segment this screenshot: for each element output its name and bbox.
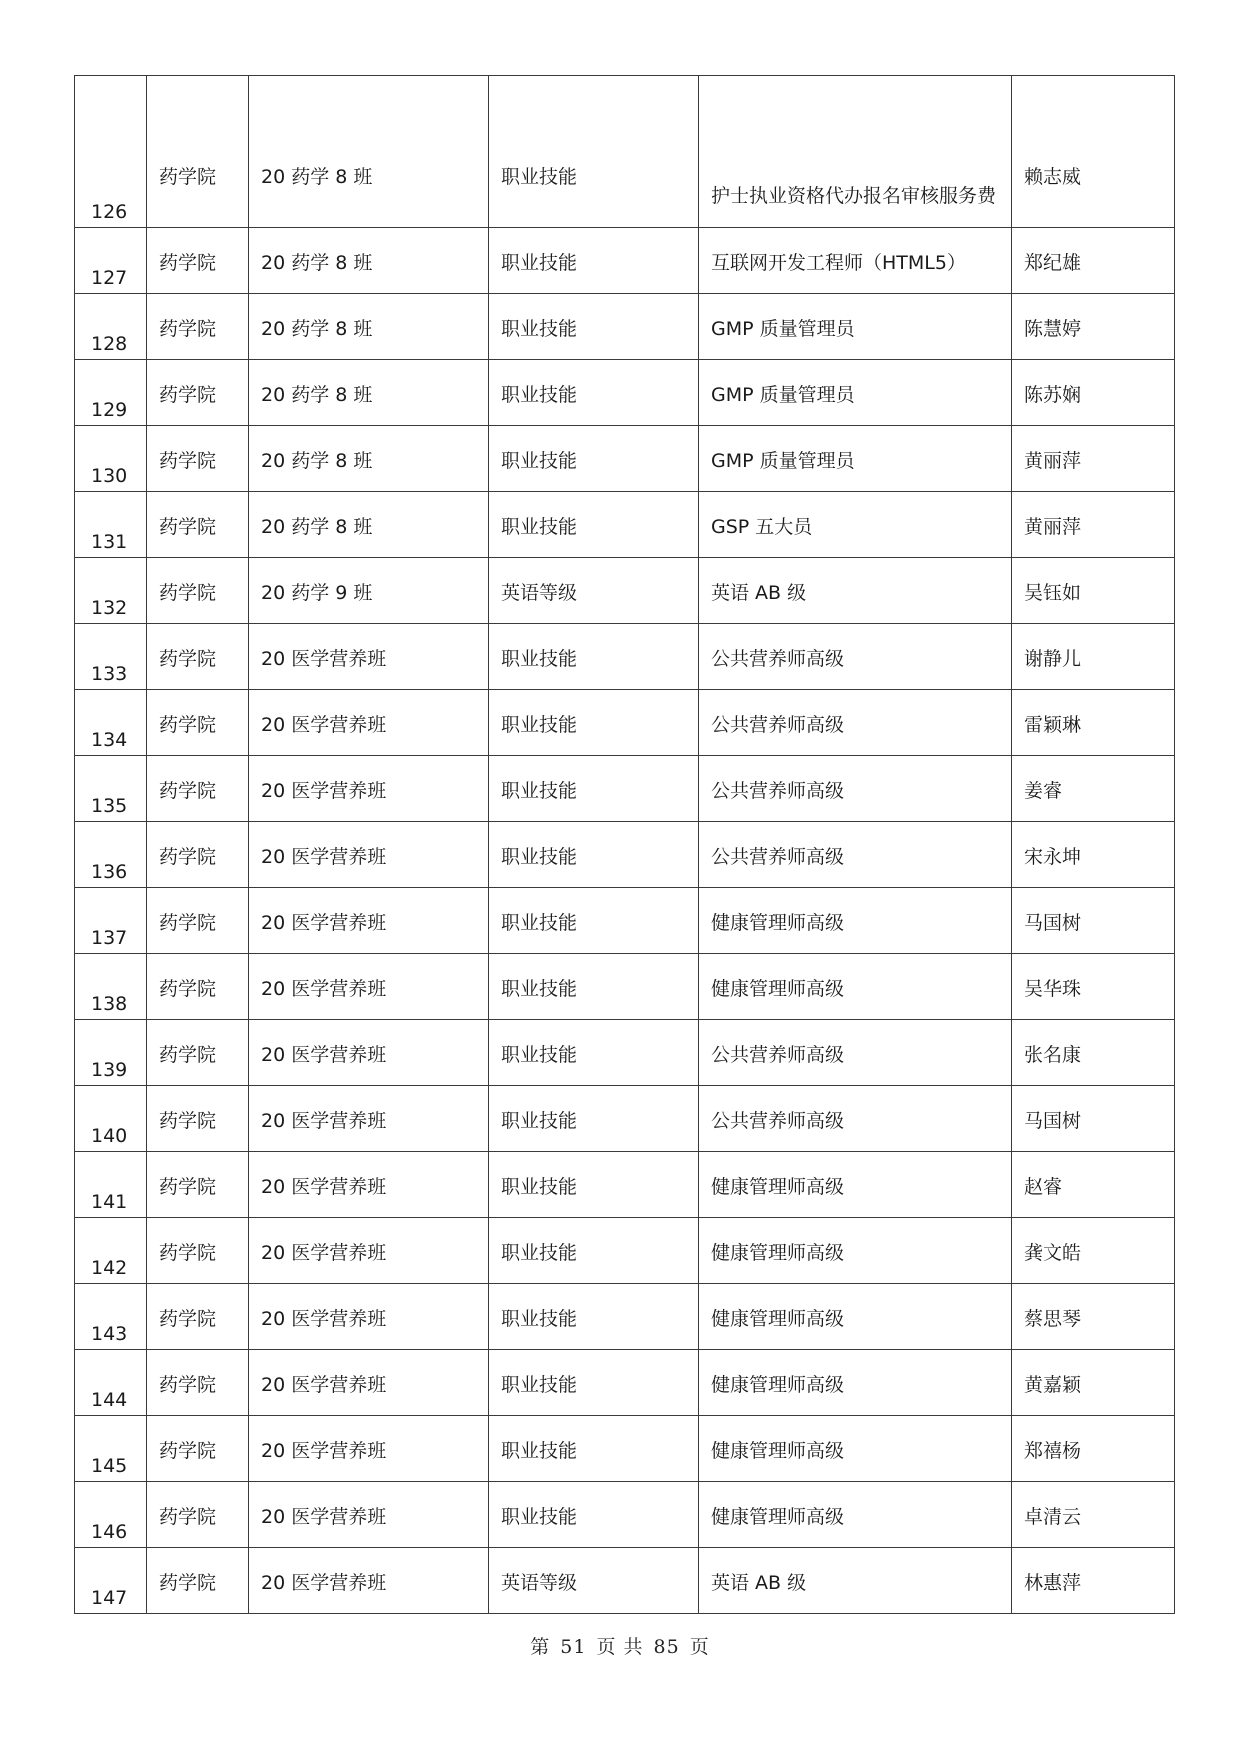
class-cell: 20 医学营养班 (249, 954, 489, 1020)
certificate-cell: 公共营养师高级 (699, 624, 1012, 690)
category-cell: 职业技能 (489, 1284, 699, 1350)
college-cell: 药学院 (147, 1152, 249, 1218)
class-cell: 20 药学 8 班 (249, 228, 489, 294)
footer-middle: 页 共 (596, 1636, 644, 1658)
college-cell: 药学院 (147, 294, 249, 360)
table-row (75, 1086, 1175, 1152)
category-cell: 英语等级 (489, 558, 699, 624)
class-cell: 20 医学营养班 (249, 888, 489, 954)
certificate-cell: GMP 质量管理员 (699, 294, 1012, 360)
row-number-cell: 133 (75, 624, 147, 690)
row-number-cell: 145 (75, 1416, 147, 1482)
table-row (75, 1416, 1175, 1482)
class-cell: 20 药学 8 班 (249, 294, 489, 360)
row-number-cell: 129 (75, 360, 147, 426)
category-cell: 职业技能 (489, 492, 699, 558)
class-cell: 20 医学营养班 (249, 756, 489, 822)
row-number-cell: 132 (75, 558, 147, 624)
college-cell: 药学院 (147, 426, 249, 492)
certificate-cell: 公共营养师高级 (699, 690, 1012, 756)
student-name-cell: 雷颖琳 (1012, 690, 1175, 756)
row-number-cell: 135 (75, 756, 147, 822)
certificate-cell: 公共营养师高级 (699, 1020, 1012, 1086)
table-row (75, 756, 1175, 822)
class-cell: 20 医学营养班 (249, 690, 489, 756)
student-name-cell: 黄丽萍 (1012, 426, 1175, 492)
row-number-cell: 147 (75, 1548, 147, 1614)
student-name-cell: 黄嘉颖 (1012, 1350, 1175, 1416)
category-cell: 职业技能 (489, 822, 699, 888)
row-number-cell: 128 (75, 294, 147, 360)
category-cell: 职业技能 (489, 888, 699, 954)
certificate-cell: GMP 质量管理员 (699, 360, 1012, 426)
row-number-cell: 143 (75, 1284, 147, 1350)
certificate-cell: GMP 质量管理员 (699, 426, 1012, 492)
certificate-cell: 健康管理师高级 (699, 1284, 1012, 1350)
row-number-cell: 142 (75, 1218, 147, 1284)
table-row (75, 492, 1175, 558)
certificate-roster-table (74, 75, 1175, 1614)
class-cell: 20 药学 9 班 (249, 558, 489, 624)
table-row (75, 954, 1175, 1020)
student-name-cell: 黄丽萍 (1012, 492, 1175, 558)
college-cell: 药学院 (147, 360, 249, 426)
student-name-cell: 郑禧杨 (1012, 1416, 1175, 1482)
row-number-cell: 138 (75, 954, 147, 1020)
college-cell: 药学院 (147, 558, 249, 624)
row-number-cell: 137 (75, 888, 147, 954)
certificate-cell: 健康管理师高级 (699, 888, 1012, 954)
certificate-cell: 健康管理师高级 (699, 1350, 1012, 1416)
table-row (75, 1218, 1175, 1284)
certificate-cell: 健康管理师高级 (699, 1482, 1012, 1548)
row-number-cell: 139 (75, 1020, 147, 1086)
certificate-cell: 公共营养师高级 (699, 1086, 1012, 1152)
certificate-cell: 公共营养师高级 (699, 822, 1012, 888)
college-cell: 药学院 (147, 1218, 249, 1284)
table-row (75, 690, 1175, 756)
student-name-cell: 姜睿 (1012, 756, 1175, 822)
category-cell: 职业技能 (489, 76, 699, 228)
certificate-cell: 护士执业资格代办报名审核服务费 (699, 76, 1012, 228)
category-cell: 职业技能 (489, 954, 699, 1020)
student-name-cell: 吴钰如 (1012, 558, 1175, 624)
student-name-cell: 谢静儿 (1012, 624, 1175, 690)
student-name-cell: 蔡思琴 (1012, 1284, 1175, 1350)
certificate-cell: GSP 五大员 (699, 492, 1012, 558)
category-cell: 职业技能 (489, 1482, 699, 1548)
roster-table-body (75, 76, 1175, 1614)
table-row (75, 888, 1175, 954)
college-cell: 药学院 (147, 1086, 249, 1152)
college-cell: 药学院 (147, 492, 249, 558)
footer-prefix: 第 (530, 1636, 551, 1658)
college-cell: 药学院 (147, 1416, 249, 1482)
row-number-cell: 144 (75, 1350, 147, 1416)
student-name-cell: 林惠萍 (1012, 1548, 1175, 1614)
certificate-cell: 英语 AB 级 (699, 1548, 1012, 1614)
category-cell: 职业技能 (489, 1086, 699, 1152)
class-cell: 20 医学营养班 (249, 1350, 489, 1416)
student-name-cell: 陈苏娴 (1012, 360, 1175, 426)
class-cell: 20 医学营养班 (249, 1416, 489, 1482)
category-cell: 职业技能 (489, 1152, 699, 1218)
table-row (75, 1548, 1175, 1614)
table-row (75, 228, 1175, 294)
class-cell: 20 医学营养班 (249, 1284, 489, 1350)
student-name-cell: 陈慧婷 (1012, 294, 1175, 360)
row-number-cell: 126 (75, 76, 147, 228)
row-number-cell: 136 (75, 822, 147, 888)
table-row (75, 426, 1175, 492)
class-cell: 20 药学 8 班 (249, 492, 489, 558)
table-row (75, 294, 1175, 360)
student-name-cell: 吴华珠 (1012, 954, 1175, 1020)
certificate-cell: 健康管理师高级 (699, 1416, 1012, 1482)
college-cell: 药学院 (147, 1284, 249, 1350)
category-cell: 职业技能 (489, 756, 699, 822)
category-cell: 职业技能 (489, 1350, 699, 1416)
footer-current-page: 51 (560, 1636, 587, 1658)
category-cell: 职业技能 (489, 624, 699, 690)
class-cell: 20 药学 8 班 (249, 426, 489, 492)
college-cell: 药学院 (147, 1482, 249, 1548)
category-cell: 职业技能 (489, 1218, 699, 1284)
category-cell: 职业技能 (489, 228, 699, 294)
college-cell: 药学院 (147, 690, 249, 756)
certificate-cell: 健康管理师高级 (699, 1152, 1012, 1218)
student-name-cell: 宋永坤 (1012, 822, 1175, 888)
row-number-cell: 146 (75, 1482, 147, 1548)
table-row (75, 1152, 1175, 1218)
category-cell: 职业技能 (489, 1416, 699, 1482)
class-cell: 20 医学营养班 (249, 1086, 489, 1152)
row-number-cell: 131 (75, 492, 147, 558)
page-footer (0, 1632, 1240, 1659)
college-cell: 药学院 (147, 954, 249, 1020)
student-name-cell: 龚文皓 (1012, 1218, 1175, 1284)
category-cell: 职业技能 (489, 294, 699, 360)
row-number-cell: 134 (75, 690, 147, 756)
table-row (75, 1350, 1175, 1416)
certificate-cell: 健康管理师高级 (699, 954, 1012, 1020)
category-cell: 英语等级 (489, 1548, 699, 1614)
table-row (75, 1482, 1175, 1548)
row-number-cell: 127 (75, 228, 147, 294)
table-row (75, 76, 1175, 228)
college-cell: 药学院 (147, 888, 249, 954)
class-cell: 20 药学 8 班 (249, 360, 489, 426)
table-row (75, 822, 1175, 888)
category-cell: 职业技能 (489, 1020, 699, 1086)
college-cell: 药学院 (147, 1548, 249, 1614)
student-name-cell: 张名康 (1012, 1020, 1175, 1086)
certificate-cell: 公共营养师高级 (699, 756, 1012, 822)
category-cell: 职业技能 (489, 426, 699, 492)
college-cell: 药学院 (147, 228, 249, 294)
student-name-cell: 卓清云 (1012, 1482, 1175, 1548)
college-cell: 药学院 (147, 756, 249, 822)
class-cell: 20 医学营养班 (249, 1482, 489, 1548)
student-name-cell: 马国树 (1012, 1086, 1175, 1152)
table-row (75, 624, 1175, 690)
certificate-cell: 英语 AB 级 (699, 558, 1012, 624)
row-number-cell: 141 (75, 1152, 147, 1218)
college-cell: 药学院 (147, 822, 249, 888)
category-cell: 职业技能 (489, 690, 699, 756)
class-cell: 20 医学营养班 (249, 822, 489, 888)
table-row (75, 1284, 1175, 1350)
footer-total-pages: 85 (653, 1636, 680, 1658)
student-name-cell: 赵睿 (1012, 1152, 1175, 1218)
student-name-cell: 马国树 (1012, 888, 1175, 954)
student-name-cell: 郑纪雄 (1012, 228, 1175, 294)
college-cell: 药学院 (147, 624, 249, 690)
class-cell: 20 医学营养班 (249, 1020, 489, 1086)
class-cell: 20 医学营养班 (249, 624, 489, 690)
class-cell: 20 医学营养班 (249, 1218, 489, 1284)
row-number-cell: 140 (75, 1086, 147, 1152)
class-cell: 20 医学营养班 (249, 1548, 489, 1614)
footer-suffix: 页 (689, 1636, 710, 1658)
class-cell: 20 药学 8 班 (249, 76, 489, 228)
certificate-cell: 健康管理师高级 (699, 1218, 1012, 1284)
row-number-cell: 130 (75, 426, 147, 492)
student-name-cell: 赖志威 (1012, 76, 1175, 228)
college-cell: 药学院 (147, 1020, 249, 1086)
class-cell: 20 医学营养班 (249, 1152, 489, 1218)
table-row (75, 360, 1175, 426)
category-cell: 职业技能 (489, 360, 699, 426)
table-row (75, 558, 1175, 624)
certificate-cell: 互联网开发工程师（HTML5） (699, 228, 1012, 294)
college-cell: 药学院 (147, 76, 249, 228)
table-row (75, 1020, 1175, 1086)
college-cell: 药学院 (147, 1350, 249, 1416)
